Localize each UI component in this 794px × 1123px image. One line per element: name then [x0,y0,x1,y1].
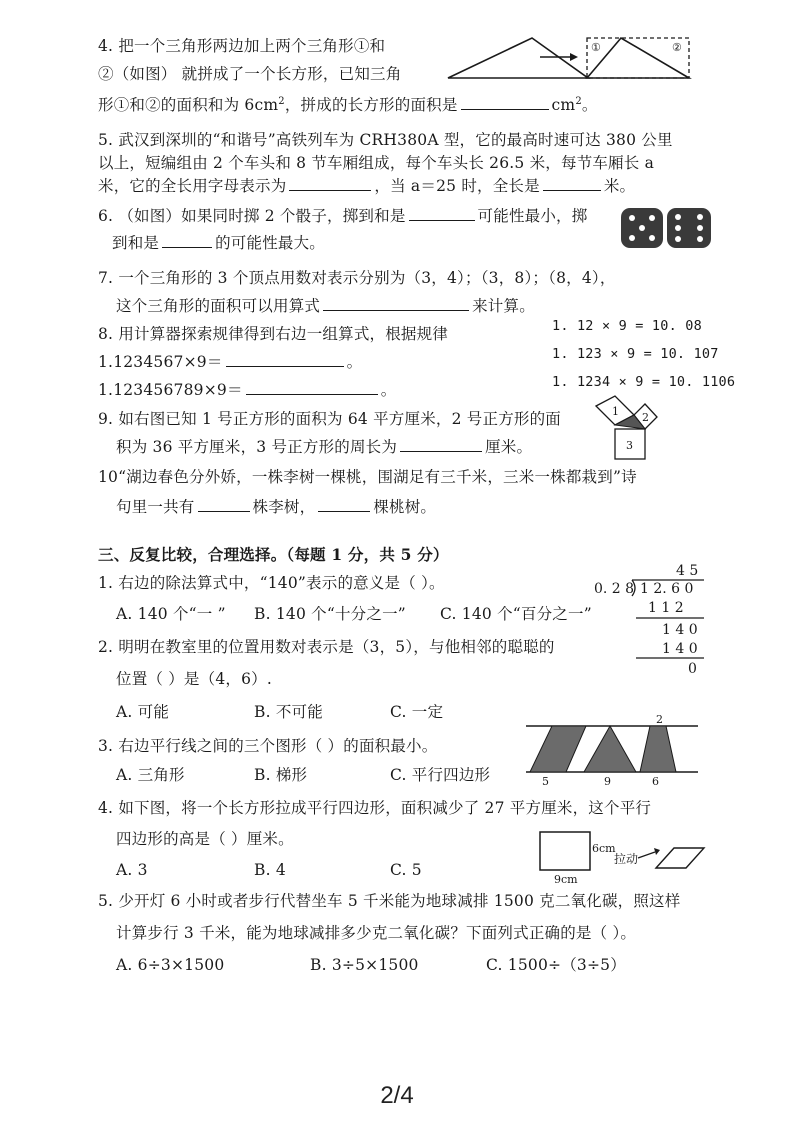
q10-line1: 10“湖边春色分外娇，一株李树一棵桃，围湖足有三千米，三米一株都栽到”诗 [98,468,637,486]
q4-end: 。 [581,96,598,115]
s5-option-c[interactable]: C. 1500÷（3÷5） [486,956,626,974]
s4-arrow-head [654,848,660,855]
page-number: 2/4 [380,1082,414,1109]
s4-rectangle-figure [530,826,710,888]
q4-unit-sup: 2 [575,96,582,107]
s3-question: 3. 右边平行线之间的三个图形（ ）的面积最小。 [98,737,438,755]
q6-blank-1[interactable] [409,206,475,221]
q5-blank-2[interactable] [543,176,601,191]
q5-blank-1[interactable] [289,176,371,191]
division-dividend: 1 2. 6 0 [640,581,694,597]
s5-question-1: 5. 少开灯 6 小时或者步行代替坐车 5 千米能为地球减排 1500 克二氧化碳，照这样 [98,892,681,910]
s3-option-b[interactable]: B. 梯形 [254,766,308,784]
s2-option-b[interactable]: B. 不可能 [254,703,323,721]
s3-option-a[interactable]: A. 三角形 [116,766,185,784]
q7-line2 [116,296,535,316]
q9-line1: 9. 如右图已知 1 号正方形的面积为 64 平方厘米，2 号正方形的面 [98,410,561,428]
q4-figure [440,30,700,86]
q4-label-1: ① [591,41,601,54]
s4-label-6cm: 6cm [592,842,616,855]
s2-question-2: 位置（ ）是（4，6）. [116,670,272,688]
q10-line2-text: 句里一共有 [116,498,195,516]
q6-dice-figure [618,202,718,252]
parallelogram-shape [530,726,586,772]
triangle-shape [584,726,636,772]
q5-line3-text-b: ，当 a＝25 时，全长是 [374,177,540,195]
q6-blank-2[interactable] [162,233,212,248]
q7-blank[interactable] [323,296,469,311]
s1-option-c[interactable]: C. 140 个“百分之一” [440,605,592,623]
division-step-2: 1 4 0 [662,641,698,657]
trapezoid-shape [640,726,676,772]
q5-line3-text: 米，它的全长用字母表示为 [98,177,287,195]
q4-arrow-head [570,53,578,61]
division-remainder-1: 1 4 0 [662,622,698,638]
s4-option-c[interactable]: C. 5 [390,861,422,879]
s1-option-a[interactable]: A. 140 个“一 ” [116,605,226,623]
q9-line2-end: 厘米。 [485,438,533,456]
s4-question-2: 四边形的高是（ ）厘米。 [116,830,294,848]
division-remainder-2: 0 [688,661,697,677]
s3-parallel-shapes [522,712,702,792]
q6-line1-text: 6. （如图）如果同时掷 2 个骰子，掷到和是 [98,207,406,225]
q7-line2-text: 这个三角形的面积可以用算式 [116,297,321,315]
q4-line3-text-b: ，拼成的长方形的面积是 [284,96,458,115]
division-step-1: 1 1 2 [648,600,684,616]
q4-label-2: ② [672,41,682,54]
q4-line2: ②（如图） 就拼成了一个长方形，已知三角 [98,65,402,83]
q4-answer-blank[interactable] [461,95,549,110]
q4-line1: 4. 把一个三角形两边加上两个三角形①和 [98,37,386,55]
q9-label-2: 2 [642,411,649,424]
q10-line2 [116,497,436,517]
s1-option-b[interactable]: B. 140 个“十分之一” [254,605,406,623]
s4-option-a[interactable]: A. 3 [116,861,148,879]
q7-line1: 7. 一个三角形的 3 个顶点用数对表示分别为（3，4）；（3，8）；（8，4）， [98,269,616,287]
q9-blank[interactable] [400,437,482,452]
q9-label-3: 3 [626,439,633,452]
section3-title: 三、反复比较，合理选择。（每题 1 分，共 5 分） [98,545,449,564]
q6-line1 [98,206,587,226]
s5-option-b[interactable]: B. 3÷5×1500 [310,956,419,974]
q6-line1-end: 可能性最小，掷 [477,207,588,225]
q6-line2 [112,233,325,253]
s4-question-1: 4. 如下图，将一个长方形拉成平行四边形，面积减少了 27 平方厘米，这个平行 [98,799,652,817]
q10-line2-text-b: 株李树， [252,498,316,516]
s4-rectangle [540,832,590,870]
s4-parallelogram [656,848,704,868]
q8-blank-2[interactable] [246,380,378,395]
q8-line2 [98,352,362,372]
q8-equation-1: 1. 12 × 9 = 10. 08 [552,318,702,334]
s2-question-1: 2. 明明在教室里的位置用数对表示是（3，5），与他相邻的聪聪的 [98,638,555,656]
q10-line2-end: 棵桃树。 [373,498,437,516]
q5-line1: 5. 武汉到深圳的“和谐号”高铁列车为 CRH380A 型，它的最高时速可达 380 公里 [98,131,673,149]
label-base-9: 9 [604,775,611,788]
division-quotient: 4 5 [676,563,699,579]
q6-line2-text: 到和是 [112,234,160,252]
q4-line3 [98,92,598,115]
division-divisor: 0. 2 8 [594,581,635,597]
label-base-5: 5 [542,775,549,788]
label-base-6: 6 [652,775,659,788]
q9-line2-text: 积为 36 平方厘米，3 号正方形的周长为 [116,438,398,456]
q8-line3-text: 1.123456789×9＝ [98,381,243,399]
q8-line2-end: 。 [346,353,363,371]
q8-line3-end: 。 [380,381,397,399]
s5-option-a[interactable]: A. 6÷3×1500 [116,956,225,974]
s4-label-9cm: 9cm [554,873,578,886]
q4-sup: 2 [278,96,285,107]
q9-squares-figure [592,392,672,462]
q8-equation-2: 1. 123 × 9 = 10. 107 [552,346,719,362]
s4-option-b[interactable]: B. 4 [254,861,286,879]
die-2 [667,208,711,248]
q8-blank-1[interactable] [226,352,344,367]
s4-arrow-line [638,852,655,858]
s1-long-division [592,558,722,678]
q8-line3 [98,380,396,400]
q7-line2-end: 来计算。 [472,297,535,315]
q6-line2-end: 的可能性最大。 [215,234,326,252]
s2-option-a[interactable]: A. 可能 [116,703,170,721]
q5-line2: 以上，短编组由 2 个车头和 8 节车厢组成，每个车头长 26.5 米，每节车厢长 a [98,154,655,172]
s5-question-2: 计算步行 3 千米，能为地球减排多少克二氧化碳？下面列式正确的是（ ）。 [116,924,637,942]
die-1 [621,208,663,248]
q10-blank-1[interactable] [198,497,250,512]
q9-label-1: 1 [612,405,619,418]
q5-line3 [98,176,635,196]
s3-option-c[interactable]: C. 平行四边形 [390,766,491,784]
s1-question: 1. 右边的除法算式中，“140”表示的意义是（ ）。 [98,574,445,592]
q4-triangle [448,38,588,78]
q4-line3-text: 形①和②的面积和为 6cm [98,96,279,115]
q9-line2 [116,437,532,457]
q8-line2-text: 1.1234567×9＝ [98,353,223,371]
q4-unit: cm [551,96,576,115]
s4-label-pull: 拉动 [614,852,639,866]
s2-option-c[interactable]: C. 一定 [390,703,444,721]
q8-line1: 8. 用计算器探索规律得到右边一组算式，根据规律 [98,325,449,343]
q5-line3-end: 米。 [603,177,636,195]
label-top-2: 2 [656,713,663,726]
q8-equation-3: 1. 1234 × 9 = 10. 1106 [552,374,736,390]
q10-blank-2[interactable] [318,497,370,512]
